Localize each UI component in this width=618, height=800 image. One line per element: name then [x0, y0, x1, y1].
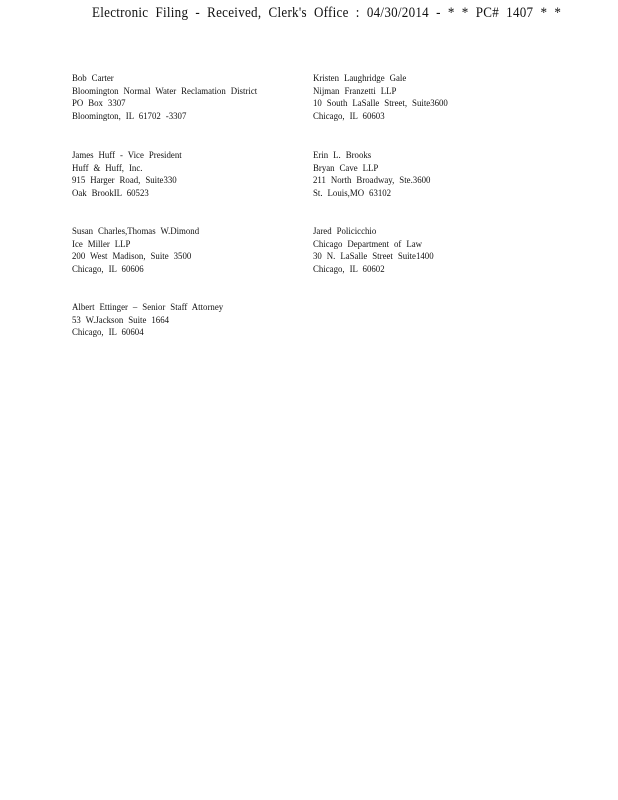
contact-name: James Huff - Vice President: [72, 150, 182, 161]
contact-name: Bob Carter: [72, 73, 114, 84]
contact-name: Susan Charles,Thomas W.Dimond: [72, 226, 200, 237]
contact-city: Chicago, IL 60606: [72, 263, 144, 275]
contact-city: Oak BrookIL 60523: [72, 187, 149, 199]
contact-organization: Bloomington Normal Water Reclamation District: [72, 85, 258, 97]
contact-address: PO Box 3307: [72, 98, 126, 110]
contact-name: Kristen Laughridge Gale: [313, 73, 407, 84]
contact-city: St. Louis,MO 63102: [313, 187, 392, 199]
service-entry-bob-carter: [72, 73, 257, 123]
contact-name: Albert Ettinger – Senior Staff Attorney: [72, 302, 224, 313]
contact-name: Erin L. Brooks: [313, 150, 372, 161]
service-entry-kristen-laughridge-gale: [313, 73, 448, 123]
contact-name: Jared Policicchio: [313, 226, 377, 237]
contact-address: 53 W.Jackson Suite 1664: [72, 314, 170, 326]
contact-organization: Ice Miller LLP: [72, 238, 131, 250]
contact-city: Chicago, IL 60604: [72, 327, 144, 339]
service-entry-susan-charles-thomas-dimond: [72, 226, 199, 276]
contact-city: Bloomington, IL 61702 -3307: [72, 110, 187, 122]
contact-organization: Nijman Franzetti LLP: [313, 85, 397, 97]
contact-organization: Huff & Huff, Inc.: [72, 162, 143, 174]
contact-organization: Chicago Department of Law: [313, 238, 423, 250]
contact-city: Chicago, IL 60602: [313, 263, 385, 275]
contact-address: 10 South LaSalle Street, Suite3600: [313, 98, 448, 110]
service-entry-albert-ettinger: [72, 302, 223, 340]
contact-address: 30 N. LaSalle Street Suite1400: [313, 251, 434, 263]
service-entry-james-huff: [72, 150, 182, 200]
contact-organization: Bryan Cave LLP: [313, 162, 379, 174]
filing-stamp-header: Electronic Filing - Received, Clerk's Office : 04/30/2014 - * * PC# 1407 * *: [92, 5, 562, 21]
contact-address: 915 Harger Road, Suite330: [72, 175, 177, 187]
contact-address: 200 West Madison, Suite 3500: [72, 251, 192, 263]
service-entry-jared-policicchio: [313, 226, 434, 276]
service-entry-erin-brooks: [313, 150, 430, 200]
contact-address: 211 North Broadway, Ste.3600: [313, 175, 431, 187]
contact-city: Chicago, IL 60603: [313, 110, 385, 122]
